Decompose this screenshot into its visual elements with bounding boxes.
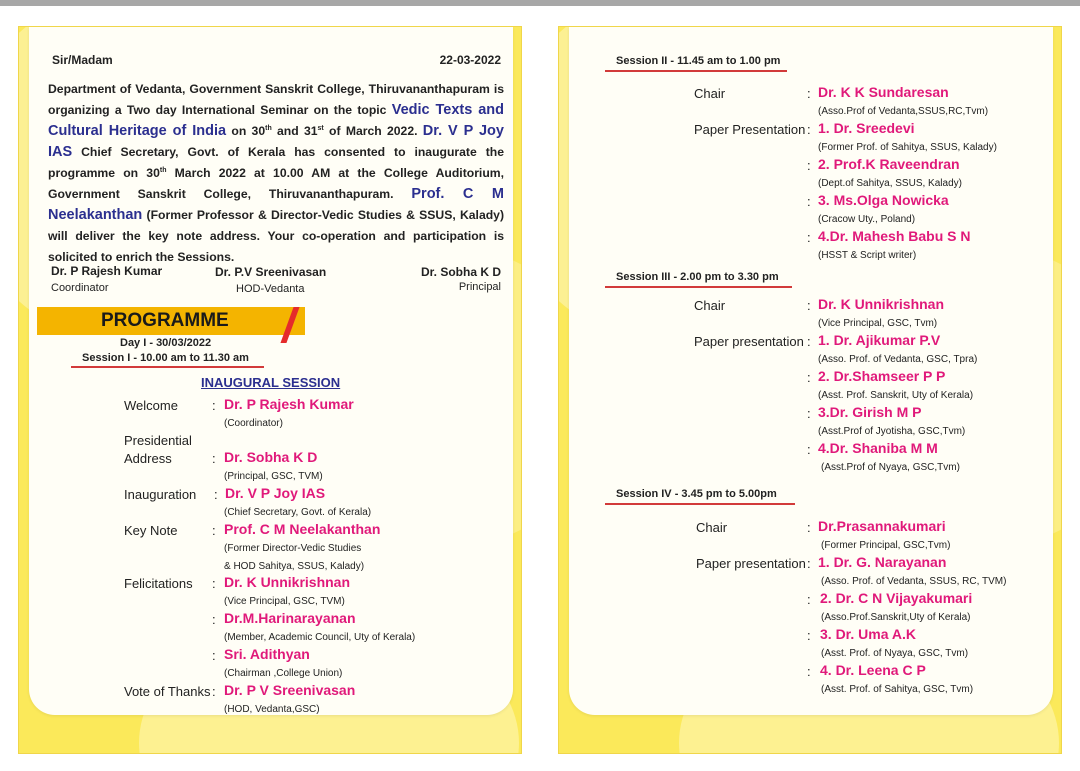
salutation: Sir/Madam	[52, 53, 113, 67]
seminar-topic: Vedic Texts and Cultural Heritage of India	[48, 102, 504, 139]
person-name: 4.Dr. Shaniba M M	[818, 440, 938, 456]
person-name: 2. Dr.Shamseer P P	[818, 368, 946, 384]
person-note: (HOD, Vedanta,GSC)	[224, 704, 320, 715]
session-title: Session III - 2.00 pm to 3.30 pm	[616, 271, 779, 283]
day-label: Day I - 30/03/2022	[120, 337, 212, 349]
paper-presentation-label: Paper Presentation	[694, 122, 806, 137]
person-name: 1. Dr. Sreedevi	[818, 120, 915, 136]
person-note: (Asso.Prof.Sanskrit,Uty of Kerala)	[821, 612, 971, 623]
keynote-name: Prof. C M Neelakanthan	[48, 186, 505, 223]
person-name: 1. Dr. Ajikumar P.V	[818, 332, 941, 348]
chair-name: Dr.Prasannakumari	[818, 518, 946, 534]
person-note: (Asst. Prof. of Nyaya, GSC, Tvm)	[821, 648, 969, 659]
person-name: 2. Dr. C N Vijayakumari	[820, 590, 973, 606]
person-note: (Dept.of Sahitya, SSUS, Kalady)	[818, 178, 962, 189]
inaugurator-name: Dr. V P Joy IAS	[48, 123, 504, 160]
person-note: & HOD Sahitya, SSUS, Kalady)	[224, 561, 365, 572]
invitation-paragraph: Department of Vedanta, Government Sanskrit College, Thiruvananthapuram is organizing a Two day International Seminar on the topic Vedic Texts and Cultural Heritage of India on 30th and 31st of March 2022. Dr. V P Joy IAS Chief Secretary, Govt. of Kerala has consented to inaugurate the programme on 30th March 2022 at 10.00 AM at the College Auditorium, Government Sanskrit College, Thiruvananthapuram. Prof. C M Neelakanthan (Former Professor & Director-Vedic Studies & SSUS, Kalady) will deliver the key note address. Your co-operation and participation is solicited to enrich the Sessions.	[48, 82, 505, 264]
row-label: Key Note	[124, 523, 178, 538]
chair-name: Dr. K K Sundaresan	[818, 84, 949, 100]
person-note: (Cracow Uty., Poland)	[818, 214, 916, 225]
chair-label: Chair	[694, 298, 726, 313]
person-note: (Asst.Prof of Nyaya, GSC,Tvm)	[821, 462, 960, 473]
signatory-role: HOD-Vedanta	[236, 283, 305, 295]
person-name: 3. Ms.Olga Nowicka	[818, 192, 949, 208]
top-bar	[0, 0, 1080, 6]
person-name: Dr.M.Harinarayanan	[224, 610, 356, 626]
person-note: (Asst.Prof of Jyotisha, GSC,Tvm)	[818, 426, 966, 437]
session-title: Session IV - 3.45 pm to 5.00pm	[616, 488, 777, 500]
person-name: 4.Dr. Mahesh Babu S N	[818, 228, 971, 244]
chair-label: Chair	[694, 86, 726, 101]
person-note: (Former Prof. of Sahitya, SSUS, Kalady)	[818, 142, 997, 153]
page-right: Session II - 11.45 am to 1.00 pm Chair : Dr. K K Sundaresan (Asso.Prof of Vedanta,SSUS,RC,Tvm) Paper Presentation : 1. Dr. Sreedevi (Former Prof. of Sahitya, SSUS, Kalady) : 2. Prof.K Raveendran (Dept.of Sahitya, SSUS, Kalady) : 3. Ms.Olga Nowicka (Cracow Uty., Poland) : 4.Dr. Mahesh Babu S N (HSST & Script writer) Session III - 2.00 pm to 3.30 pm Chair : Dr. K Unnikrishnan (Vice Principal, GSC, Tvm) Paper presentation : 1. Dr. Ajikumar P.V (Asso. Prof. of Vedanta, GSC, Tpra) : 2. Dr.Shamseer P P (Asst. Prof. Sanskrit, Uty of Kerala) : 3.Dr. Girish M P (Asst.Prof of Jyotisha, GSC,Tvm) : 4.Dr. Shaniba M M (Asst.Prof of Nyaya, GSC,Tvm) Session IV - 3.45 pm to 5.00pm Chair : Dr.Prasannakumari (Former Principal, GSC,Tvm) Paper presentation : 1. Dr. G. Narayanan (Asso. Prof. of Vedanta, SSUS, RC, TVM) : 2. Dr. C N Vijayakumari (Asso.Prof.Sanskrit,Uty of Kerala) : 3. Dr. Uma A.K (Asst. Prof. of Nyaya, GSC, Tvm) : 4. Dr. Leena C P (Asst. Prof. of Sahitya, GSC, Tvm)	[558, 26, 1062, 754]
person-note: (Asst. Prof. of Sahitya, GSC, Tvm)	[821, 684, 974, 695]
person-note: (Asso.Prof of Vedanta,SSUS,RC,Tvm)	[818, 106, 989, 117]
person-name: Prof. C M Neelakanthan	[224, 521, 381, 537]
person-name: 2. Prof.K Raveendran	[818, 156, 960, 172]
person-name: Dr. V P Joy IAS	[225, 485, 326, 501]
person-note: (Chief Secretary, Govt. of Kerala)	[224, 507, 372, 518]
person-note: (Former Principal, GSC,Tvm)	[821, 540, 951, 551]
person-name: Dr. Sobha K D	[224, 449, 318, 465]
person-note: (Asso. Prof. of Vedanta, SSUS, RC, TVM)	[821, 576, 1007, 587]
person-note: (Asst. Prof. Sanskrit, Uty of Kerala)	[818, 390, 974, 401]
chair-name: Dr. K Unnikrishnan	[818, 296, 945, 312]
person-note: (Former Director-Vedic Studies	[224, 543, 362, 554]
person-name: 1. Dr. G. Narayanan	[818, 554, 947, 570]
person-name: Dr. P V Sreenivasan	[224, 682, 356, 698]
person-note: (Asso. Prof. of Vedanta, GSC, Tpra)	[818, 354, 978, 365]
row-label: Welcome	[124, 398, 178, 413]
person-note: (Vice Principal, GSC, TVM)	[224, 596, 345, 607]
programme-banner	[37, 307, 305, 335]
row-label: Address	[124, 451, 172, 466]
session-title: Session I - 10.00 am to 11.30 am	[82, 352, 249, 364]
signatory-name: Dr. Sobha K D	[420, 265, 501, 279]
person-name: 3. Dr. Uma A.K	[820, 626, 916, 642]
paper-presentation-label: Paper presentation	[696, 556, 806, 571]
person-name: 4. Dr. Leena C P	[820, 662, 926, 678]
signatory-name: Dr. P Rajesh Kumar	[51, 264, 163, 278]
person-name: 3.Dr. Girish M P	[818, 404, 922, 420]
person-name: Dr. K Unnikrishnan	[224, 574, 351, 590]
row-label: Presidential	[124, 433, 192, 448]
chair-label: Chair	[696, 520, 728, 535]
person-note: (Principal, GSC, TVM)	[224, 471, 323, 482]
signatory-role: Principal	[458, 281, 501, 293]
person-name: Sri. Adithyan	[224, 646, 310, 662]
person-note: (Chairman ,College Union)	[224, 668, 343, 679]
person-note: (Vice Principal, GSC, Tvm)	[818, 318, 938, 329]
session-title: Session II - 11.45 am to 1.00 pm	[616, 55, 781, 67]
row-label: Felicitations	[124, 576, 193, 591]
person-note: (Coordinator)	[224, 418, 283, 429]
page-left: Sir/Madam 22-03-2022 Department of Vedanta, Government Sanskrit College, Thiruvananthapuram is organizing a Two day International Seminar on the topic Vedic Texts and Cultural Heritage of India on 30th and 31st of March 2022. Dr. V P Joy IAS Chief Secretary, Govt. of Kerala has consented to inaugurate the programme on 30th March 2022 at 10.00 AM at the College Auditorium, Government Sanskrit College, Thiruvananthapuram. Prof. C M Neelakanthan (Former Professor & Director-Vedic Studies & SSUS, Kalady) will deliver the key note address. Your co-operation and participation is solicited to enrich the Sessions. Dr. P Rajesh Kumar Coordinator Dr. P.V Sreenivasan HOD-Vedanta Dr. Sobha K D Principal PROGRAMME Day I - 30/03/2022 Session I - 10.00 am to 11.30 am INAUGURAL SESSION Welcome : Dr. P Rajesh Kumar (Coordinator) Presidential Address : Dr. Sobha K D (Principal, GSC, TVM) Inauguration : Dr. V P Joy IAS (Chief Secretary, Govt. of Kerala) Key Note : Prof. C M Neelakanthan (Former Director-Vedic Studies & HOD Sahitya, SSUS, Kalady) Felicitations : Dr. K Unnikrishnan (Vice Principal, GSC, TVM) : Dr.M.Harinarayanan (Member, Academic Council, Uty of Kerala) : Sri. Adithyan (Chairman ,College Union) Vote of Thanks : Dr. P V Sreenivasan (HOD, Vedanta,GSC)	[18, 26, 522, 754]
person-name: Dr. P Rajesh Kumar	[224, 396, 354, 412]
inaugural-session-heading: INAUGURAL SESSION	[201, 375, 341, 390]
row-label: Vote of Thanks	[124, 684, 211, 699]
page-right-content	[569, 27, 1053, 715]
signatory-name: Dr. P.V Sreenivasan	[215, 265, 327, 279]
letter-date: 22-03-2022	[439, 53, 501, 67]
programme-title: PROGRAMME	[101, 310, 229, 331]
paper-presentation-label: Paper presentation	[694, 334, 804, 349]
person-note: (Member, Academic Council, Uty of Kerala)	[224, 632, 416, 643]
row-label: Inauguration	[124, 487, 197, 502]
person-note: (HSST & Script writer)	[818, 250, 917, 261]
signatory-role: Coordinator	[51, 282, 109, 294]
